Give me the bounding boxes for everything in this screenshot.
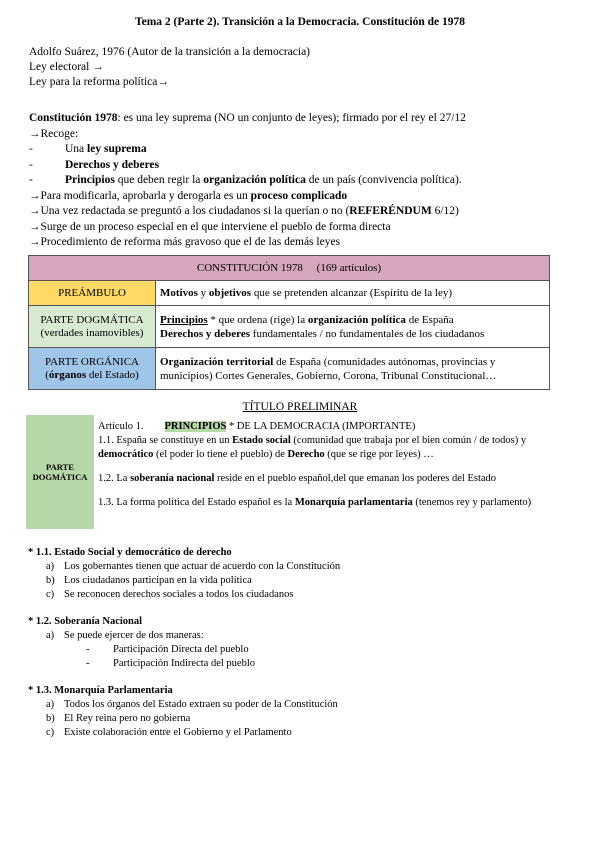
note-heading: * 1.3. Monarquía Parlamentaria — [28, 685, 173, 696]
page-title: Tema 2 (Parte 2). Transición a la Democracia. Constitución de 1978 — [134, 16, 466, 28]
table-header: CONSTITUCIÓN 1978 (169 artículos) — [29, 256, 550, 281]
note-item: c) Se reconocen derechos sociales a todos los ciudadanos — [46, 589, 294, 600]
dogmatica-cell: Principios * que ordena (rige) la organización política de España Derechos y deberes fundamentales / no fundamentales de los ciudadanos — [156, 306, 550, 348]
note-item: a) Todos los órganos del Estado extraen su poder de la Constitución — [46, 699, 338, 710]
titulo-preliminar: TÍTULO PRELIMINAR — [242, 401, 358, 413]
paragraph: 1.3. La forma política del Estado español es la Monarquía parlamentaria (tenemos rey y parlamento) — [98, 497, 532, 508]
preambulo-cell: Motivos y objetivos que se pretenden alcanzar (Espíritu de la ley) — [156, 281, 550, 306]
note-item: b) Los ciudadanos participan en la vida política — [46, 575, 252, 586]
dogmatica-block: PARTE DOGMÁTICA — [26, 415, 94, 529]
constitucion-text: : es una ley suprema (NO un conjunto de leyes); firmado por el rey el 27/12 — [117, 112, 466, 124]
paragraph: 1.1. España se constituye en un Estado social (comunidad que trabaja por el bien común / de todos) y democrático (el poder lo tiene el pueblo) de Derecho (que se rige por leyes) … — [98, 435, 527, 460]
list-item: - Principios que deben regir la organización política de un país (convivencia política). — [29, 174, 462, 186]
dogmatica-label: PARTE DOGMÁTICA (verdades inamovibles) — [29, 306, 156, 348]
note-item: b) El Rey reina pero no gobierna — [46, 713, 191, 724]
note-heading: * 1.1. Estado Social y democrático de derecho — [28, 547, 232, 558]
arrow-line: →Procedimiento de reforma más gravoso que el de las demás leyes — [29, 236, 341, 248]
note-subitem: - Participación Directa del pueblo — [86, 644, 249, 655]
arrow-line: →Para modificarla, aprobarla y derogarla es un proceso complicado — [29, 189, 348, 202]
organica-cell: Organización territorial de España (comunidades autónomas, provincias y municipios) Cortes Generales, Gobierno, Corona, Tribunal Constitucional… — [156, 348, 550, 390]
arrow-line: →Una vez redactada se preguntó a los ciudadanos si la querían o no (REFERÉNDUM 6/12) — [29, 205, 459, 217]
intro-line: Adolfo Suárez, 1976 (Autor de la transición a la democracia) — [29, 46, 311, 58]
arrow-line: →Surge de un proceso especial en el que interviene el pueblo de forma directa — [29, 220, 391, 233]
recoge-line: →Recoge: — [29, 127, 79, 140]
intro-line: Ley electoral → — [29, 61, 104, 73]
intro-line: Ley para la reforma política→ — [29, 76, 169, 88]
notes — [28, 546, 568, 740]
constitucion-table — [28, 255, 550, 390]
organica-label: PARTE ORGÁNICA (órganos del Estado) — [29, 348, 156, 390]
note-item: a) Los gobernantes tienen que actuar de acuerdo con la Constitución — [46, 561, 341, 572]
constitucion-label: Constitución 1978 — [29, 112, 118, 124]
note-item: a) Se puede ejercer de dos maneras: — [46, 630, 204, 641]
list-item: - Una ley suprema — [29, 143, 147, 155]
constitucion-section — [29, 111, 589, 251]
articulo-1: Artículo 1. PRINCIPIOS * DE LA DEMOCRACIA (IMPORTANTE) 1.1. España se constituye en un Estado social (comunidad que trabaja por el bien común / de todos) y democrático (el poder lo tiene el pueblo) de Derecho (que se rige por leyes) … 1.2. La soberanía nacional reside en el pueblo español,del que emanan los poderes del Estado 1.3. La forma política del Estado español es la Monarquía parlamentaria (tenemos rey y parlamento) — [98, 420, 568, 520]
preambulo-label: PREÁMBULO — [29, 281, 156, 306]
note-heading: * 1.2. Soberanía Nacional — [28, 616, 143, 627]
note-subitem: - Participación Indirecta del pueblo — [86, 658, 255, 669]
paragraph: 1.2. La soberanía nacional reside en el pueblo español,del que emanan los poderes del Estado — [98, 473, 497, 484]
list-item: - Derechos y deberes — [29, 158, 160, 171]
note-item: c) Existe colaboración entre el Gobierno y el Parlamento — [46, 727, 292, 738]
intro-lines — [29, 45, 310, 90]
